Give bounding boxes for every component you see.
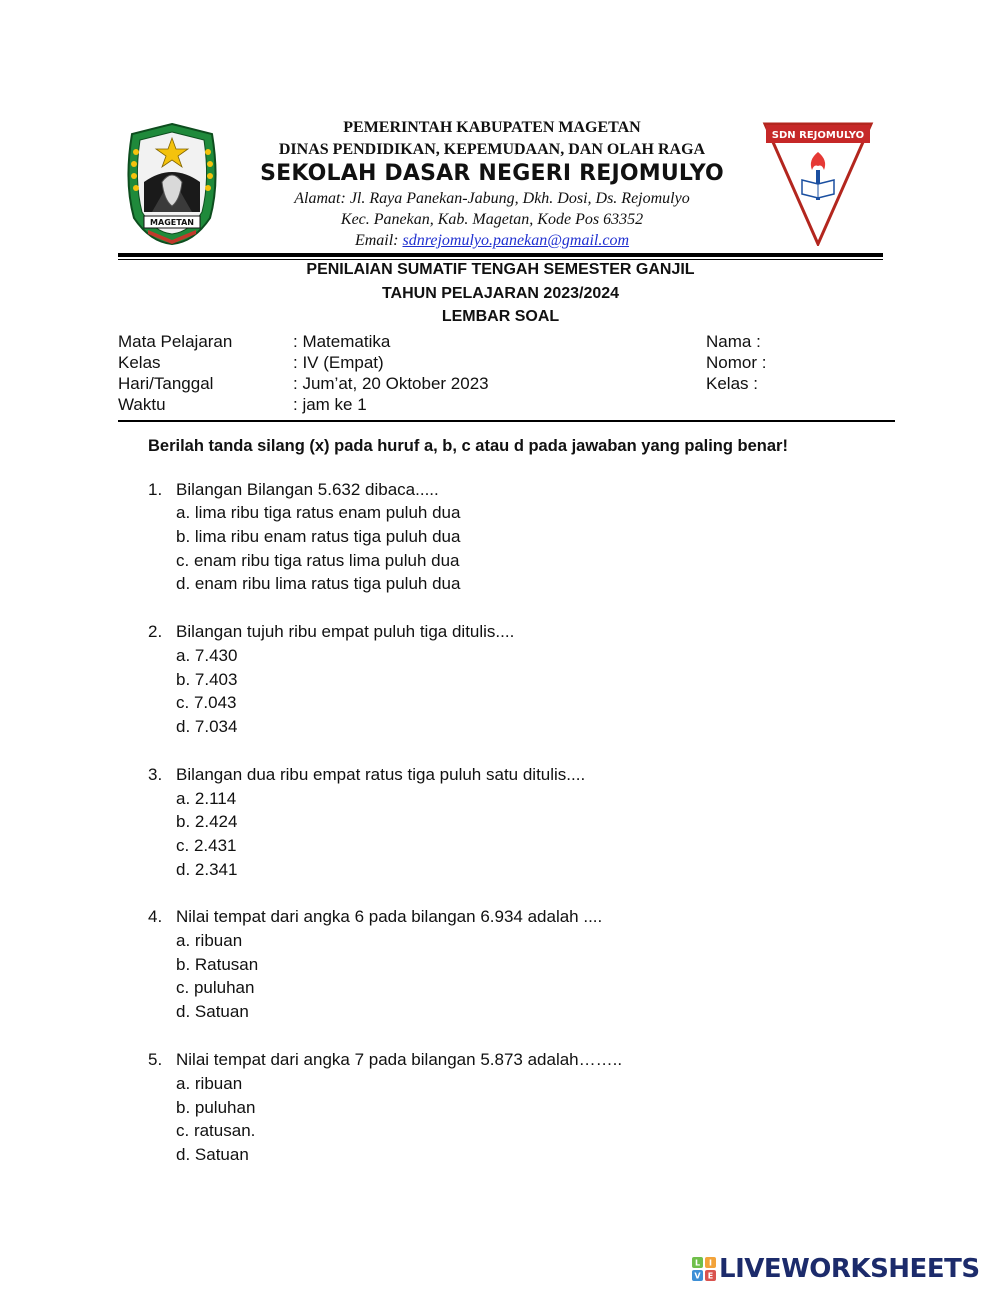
answer-option[interactable]: d. 2.341 [176, 860, 238, 879]
question-text: Nilai tempat dari angka 6 pada bilangan 6.934 adalah .... [176, 907, 603, 926]
letterhead-divider-thin [118, 259, 883, 260]
sdn-rejomulyo-logo [762, 122, 874, 246]
question-number: 4. [148, 907, 163, 926]
magetan-emblem-logo [122, 122, 222, 246]
answer-option[interactable]: d. Satuan [176, 1002, 249, 1021]
info-field-number[interactable]: Nomor : [706, 353, 767, 372]
question-text: Nilai tempat dari angka 7 pada bilangan 5.873 adalah…….. [176, 1050, 623, 1069]
info-label-time: Waktu [118, 395, 166, 414]
academic-year: TAHUN PELAJARAN 2023/2024 [381, 285, 620, 302]
answer-option[interactable]: a. lima ribu tiga ratus enam puluh dua [176, 503, 461, 522]
answer-option[interactable]: c. 7.043 [176, 693, 237, 712]
email-link[interactable]: sdnrejomulyo.panekan@gmail.com [402, 232, 630, 249]
svg-text:V: V [694, 1271, 701, 1281]
liveworksheets-wordmark: LIVEWORKSHEETS [719, 1254, 980, 1284]
question-number: 2. [148, 622, 163, 641]
question-number: 1. [148, 480, 163, 499]
school-address-line1: Alamat: Jl. Raya Panekan-Jabung, Dkh. Dosi, Ds. Rejomulyo [294, 190, 690, 207]
answer-option[interactable]: c. enam ribu tiga ratus lima puluh dua [176, 551, 460, 570]
info-value-subject: : Matematika [293, 332, 391, 351]
letterhead-divider-thick [118, 253, 883, 257]
info-field-class[interactable]: Kelas : [706, 374, 758, 393]
info-label-subject: Mata Pelajaran [118, 332, 233, 351]
answer-option[interactable]: c. ratusan. [176, 1121, 256, 1140]
government-name: PEMERINTAH KABUPATEN MAGETAN [343, 119, 641, 136]
info-field-name[interactable]: Nama : [706, 332, 761, 351]
answer-option[interactable]: b. puluhan [176, 1098, 256, 1117]
school-address-line2: Kec. Panekan, Kab. Magetan, Kode Pos 63352 [340, 211, 644, 228]
svg-text:I: I [709, 1258, 712, 1268]
answer-option[interactable]: b. 7.403 [176, 670, 238, 689]
info-value-class: : IV (Empat) [293, 353, 384, 372]
answer-option[interactable]: a. ribuan [176, 1074, 243, 1093]
liveworksheets-brand [692, 1254, 980, 1284]
sdn-logo-label: SDN REJOMULYO [771, 130, 865, 141]
sheet-title: LEMBAR SOAL [441, 308, 560, 325]
question-text: Bilangan dua ribu empat ratus tiga puluh satu ditulis.... [176, 765, 586, 784]
info-divider [118, 420, 895, 422]
info-value-time: : jam ke 1 [293, 395, 367, 414]
instruction-text: Berilah tanda silang (x) pada huruf a, b, c atau d pada jawaban yang paling benar! [148, 437, 788, 455]
answer-option[interactable]: d. Satuan [176, 1145, 249, 1164]
answer-option[interactable]: a. ribuan [176, 931, 243, 950]
svg-text:L: L [694, 1258, 701, 1268]
school-email-line [230, 232, 754, 250]
answer-option[interactable]: d. enam ribu lima ratus tiga puluh dua [176, 574, 461, 593]
exam-title: PENILAIAN SUMATIF TENGAH SEMESTER GANJIL [306, 261, 695, 278]
answer-option[interactable]: a. 7.430 [176, 646, 238, 665]
answer-option[interactable]: b. lima ribu enam ratus tiga puluh dua [176, 527, 461, 546]
question-number: 3. [148, 765, 163, 784]
answer-option[interactable]: c. 2.431 [176, 836, 237, 855]
info-value-date: : Jum’at, 20 Oktober 2023 [293, 374, 489, 393]
answer-option[interactable]: d. 7.034 [176, 717, 238, 736]
answer-option[interactable]: c. puluhan [176, 978, 255, 997]
liveworksheets-badge-icon [692, 1257, 716, 1281]
question-number: 5. [148, 1050, 163, 1069]
svg-text:E: E [707, 1271, 714, 1281]
magetan-logo-label: MAGETAN [150, 218, 194, 227]
answer-option[interactable]: a. 2.114 [176, 789, 237, 808]
department-name: DINAS PENDIDIKAN, KEPEMUDAAN, DAN OLAH RAGA [278, 141, 706, 158]
school-name: SEKOLAH DASAR NEGERI REJOMULYO [260, 161, 724, 186]
info-label-date: Hari/Tanggal [118, 374, 214, 393]
question-text: Bilangan Bilangan 5.632 dibaca..... [176, 480, 439, 499]
email-label: Email: [354, 232, 403, 249]
answer-option[interactable]: b. 2.424 [176, 812, 238, 831]
answer-option[interactable]: b. Ratusan [176, 955, 259, 974]
info-label-class: Kelas [118, 353, 161, 372]
question-text: Bilangan tujuh ribu empat puluh tiga ditulis.... [176, 622, 515, 641]
